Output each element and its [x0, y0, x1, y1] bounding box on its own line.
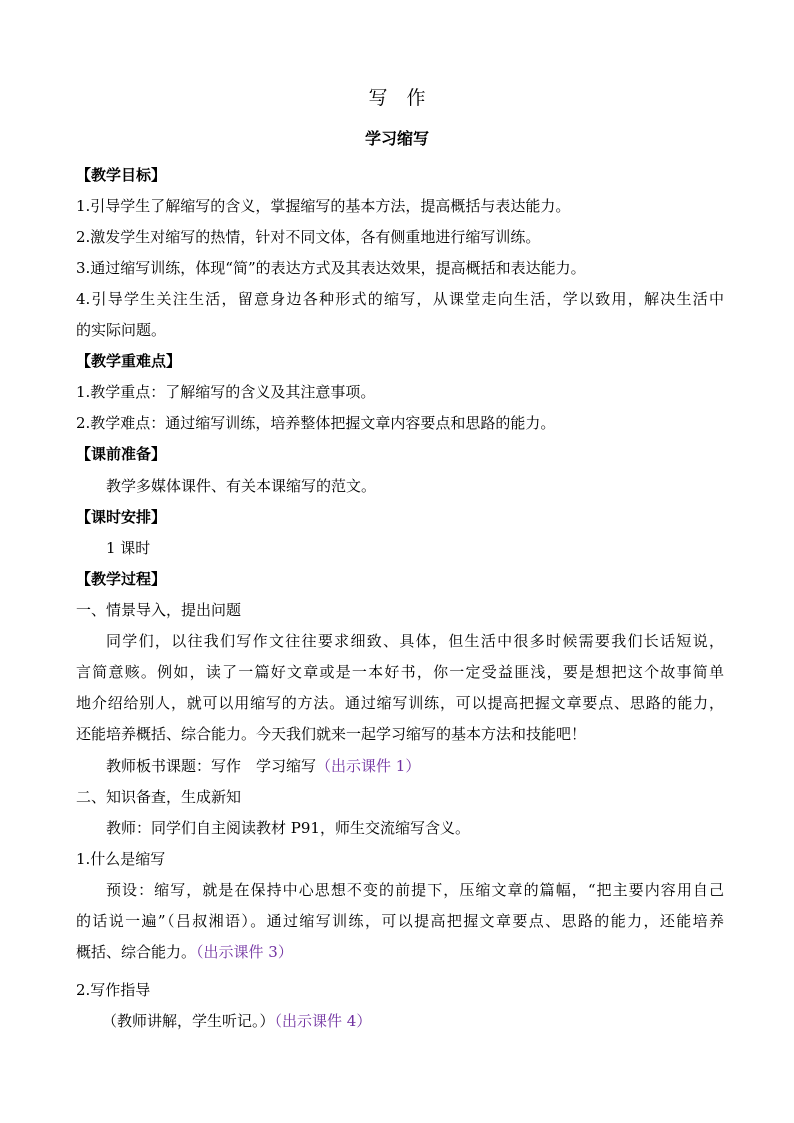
- courseware-hint-1: （出示课件 1）: [316, 757, 421, 775]
- courseware-hint-3: （出示课件 3）: [196, 943, 293, 961]
- section-heading-process: 【教学过程】: [76, 570, 167, 588]
- part1-line-3: 地介绍给别人，就可以用缩写的方法。通过缩写训练，可以提高把握文章要点、思路的能力，: [76, 694, 724, 712]
- part1-line-1: 同学们，以往我们写作文往往要求细致、具体，但生活中很多时候需要我们长话短说，: [106, 632, 724, 650]
- question-1-heading: 1.什么是缩写: [76, 850, 166, 868]
- part1-line-2: 言简意赅。例如，读了一篇好文章或是一本好书，你一定受益匪浅，要是想把这个故事简单: [76, 663, 724, 681]
- page-title: 写 作: [368, 87, 426, 109]
- page-subtitle: 学习缩写: [364, 129, 429, 148]
- goal-item-2: 2.激发学生对缩写的热情，针对不同文体，各有侧重地进行缩写训练。: [76, 228, 541, 246]
- key-point-2: 2.教学难点：通过缩写训练，培养整体把握文章内容要点和思路的能力。: [76, 414, 556, 432]
- question-1-last-text: 概括、综合能力。: [76, 943, 197, 961]
- section-heading-key-points: 【教学重难点】: [76, 352, 182, 370]
- part2-text: 教师：同学们自主阅读教材 P91，师生交流缩写含义。: [106, 819, 470, 837]
- question-1-line-3: [76, 942, 724, 962]
- board-text: 教师板书课题：写作 学习缩写: [106, 757, 317, 775]
- goal-item-4: 4.引导学生关注生活，留意身边各种形式的缩写，从课堂走向生活，学以致用，解决生活中: [76, 290, 724, 308]
- goal-item-1: 1.引导学生了解缩写的含义，掌握缩写的基本方法，提高概括与表达能力。: [76, 197, 571, 215]
- part2-heading: 二、知识备查，生成新知: [76, 788, 242, 806]
- prep-text: 教学多媒体课件、有关本课缩写的范文。: [106, 477, 377, 495]
- question-1-line-1: 预设：缩写，就是在保持中心思想不变的前提下，压缩文章的篇幅，“把主要内容用自己: [106, 881, 724, 899]
- question-1-line-2: 的话说一遍”（吕叔湘语）。通过缩写训练，可以提高把握文章要点、思路的能力，还能培养: [76, 912, 724, 930]
- question-2-line: [76, 1011, 750, 1031]
- goal-item-3: 3.通过缩写训练，体现“简”的表达方式及其表达效果，提高概括和表达能力。: [76, 259, 586, 277]
- part1-line-4: 还能培养概括、综合能力。今天我们就来一起学习缩写的基本方法和技能吧！: [76, 725, 587, 743]
- goal-item-4-cont: 的实际问题。: [76, 321, 167, 339]
- courseware-hint-4: （出示课件 4）: [274, 1012, 372, 1030]
- board-line: [76, 756, 754, 776]
- section-heading-goals: 【教学目标】: [76, 166, 167, 184]
- question-2-text: （教师讲解，学生听记。）: [102, 1012, 275, 1030]
- section-heading-prep: 【课前准备】: [76, 445, 167, 463]
- part1-heading: 一、情景导入，提出问题: [76, 601, 242, 619]
- key-point-1: 1.教学重点：了解缩写的含义及其注意事项。: [76, 383, 376, 401]
- section-heading-time: 【课时安排】: [76, 508, 167, 526]
- time-text: 1 课时: [106, 539, 151, 557]
- question-2-heading: 2.写作指导: [76, 981, 151, 999]
